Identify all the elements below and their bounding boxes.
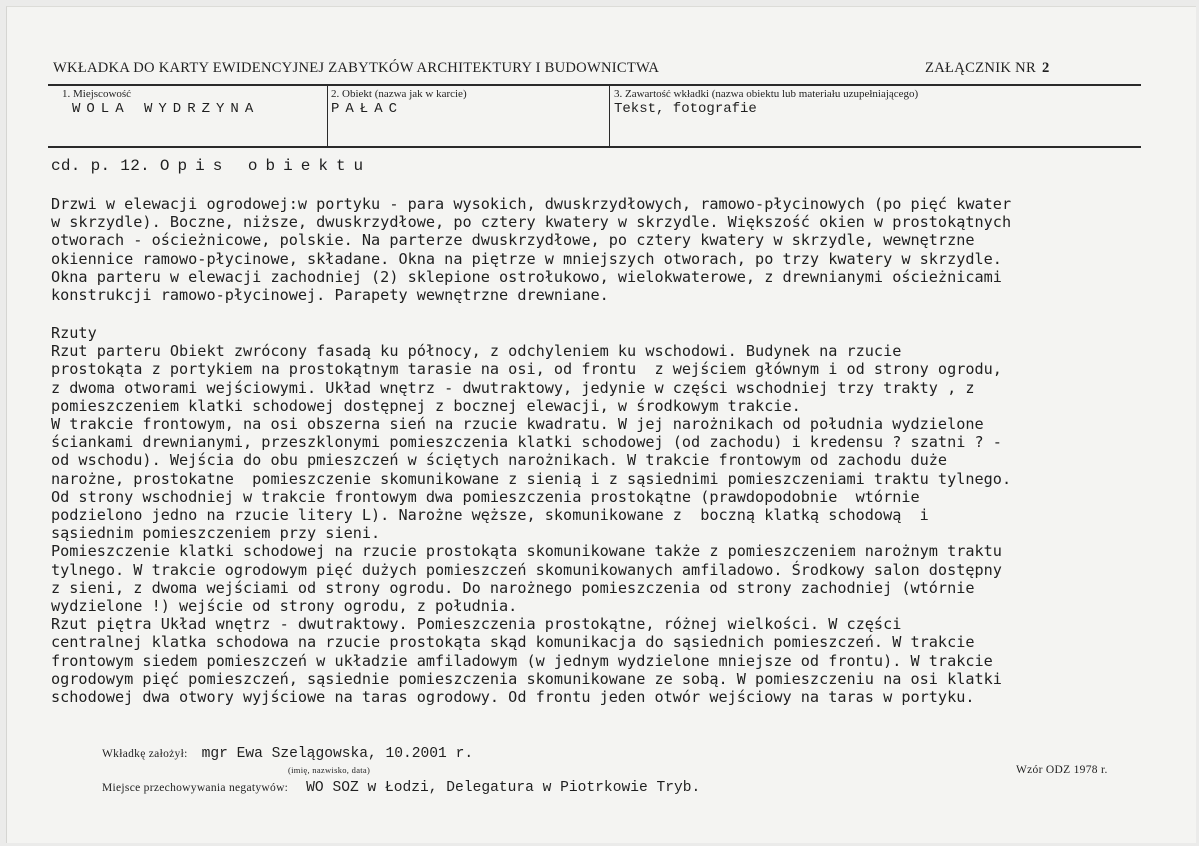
negatives-row xyxy=(102,778,700,796)
locality-value: WOLA WYDRZYNA xyxy=(72,101,260,117)
form-template-note: Wzór ODZ 1978 r. xyxy=(1016,764,1108,776)
header-top-rule xyxy=(48,84,1141,86)
section-heading xyxy=(51,157,371,175)
section-title: Opis obiektu xyxy=(159,157,372,175)
prepared-by-value: mgr Ewa Szelągowska, 10.2001 r. xyxy=(201,746,474,762)
attachment-number-label xyxy=(925,60,1050,77)
contents-value: Tekst, fotografie xyxy=(614,101,757,117)
attachment-label: ZAŁĄCZNIK NR xyxy=(925,60,1037,76)
contents-label: 3. Zawartość wkładki (nazwa obiektu lub materiału uzupełniającego) xyxy=(614,88,919,100)
prepared-by-label: Wkładkę założył: xyxy=(102,748,188,760)
object-value: PAŁAC xyxy=(331,101,404,117)
field-divider-2 xyxy=(609,86,610,146)
prepared-by-note: (imię, nazwisko, data) xyxy=(288,765,371,775)
header-bottom-rule xyxy=(48,146,1141,148)
negatives-label: Miejsce przechowywania negatywów: xyxy=(102,782,289,794)
field-divider-1 xyxy=(327,86,328,146)
object-label: 2. Obiekt (nazwa jak w karcie) xyxy=(331,88,467,100)
negatives-value: WO SOZ w Łodzi, Delegatura w Piotrkowie Tryb. xyxy=(306,780,701,796)
locality-label: 1. Miejscowość xyxy=(62,88,132,100)
attachment-number: 2 xyxy=(1042,60,1050,76)
plans-paragraph: Rzuty Rzut parteru Obiekt zwrócony fasadą ku północy, z odchyleniem ku wschodowi. Budynek na rzucie prostokąta z portykiem na prostokątnym tarasie na osi, od frontu z wejściem głównym i od strony ogrodu, z dwoma otworami wejściowymi. Układ wnętrz - dwutraktowy, jedynie w części wschodniej trzy trakty , z pomieszczeniem klatki schodowej dostępnej z bocznej elewacji, w środkowym trakcie. W trakcie frontowym, na osi obszerna sień na rzucie kwadratu. W jej narożnikach od południa wydzielone ściankami drewnianymi, przeszklonymi pomieszczenia klatki schodowej (od zachodu) i kredensu ? szatni ? - od wschodu). Wejścia do obu pmieszczeń w ściętych narożnikach. W trakcie frontowym od zachodu duże narożne, prostokatne pomieszczenie skomunikowane z sienią i z sąsiednimi pomieszczeniami traktu tylnego. Od strony wschodniej w trakcie frontowym dwa pomieszczenia prostokątne (prawdopodobnie wtórnie podzielono jedno na rzucie litery L). Narożne węższe, skomunikowane z boczną klatką schodową i sąsiednim pomieszczeniem przy sieni. Pomieszczenie klatki schodowej na rzucie prostokąta skomunikowane także z pomieszczeniem narożnym traktu tylnego. W trakcie ogrodowym pięć dużych pomieszczeń skomunikowanych amfiladowo. Środkowy salon dostępny z sieni, z dwoma wejściami od strony ogrodu. Do narożnego pomieszczenia od strony zachodniej (wtórnie wydzielone !) wejście od strony ogrodu, z południa. Rzut piętra Układ wnętrz - dwutraktowy. Pomieszczenia prostokątne, różnej wielkości. W części centralnej klatka schodowa na rzucie prostokąta skąd komunikacja do sąsiednich pomieszczeń. W trakcie frontowym siedem pomieszczeń w układzie amfiladowym (w jednym wydzielone mniejsze od frontu). W trakcie ogrodowym pięć pomieszczeń, sąsiednie pomieszczenia skomunikowane ze sobą. W pomieszczeniu na osi klatki schodowej dwa otwory wyjściowe na taras ogrodowy. Od frontu jeden otwór wejściowy na taras w portyku. xyxy=(51,324,1012,707)
prepared-by-row xyxy=(102,744,473,762)
doors-paragraph: Drzwi w elewacji ogrodowej:w portyku - para wysokich, dwuskrzydłowych, ramowo-płycinowych (po pięć kwater w skrzydle). Boczne, niższe, dwuskrzydłowe, po cztery kwatery w skrzydle. Większość okien w prostokątnych otworach - ościeżnicowe, polskie. Na parterze dwuskrzydłowe, po cztery kwatery w skrzydle, wewnętrzne okiennice ramowo-płycinowe, składane. Okna na piętrze w mniejszych otworach, po trzy kwatery w skrzydle. Okna parteru w elewacji zachodniej (2) sklepione ostrołukowo, wielokwaterowe, z drewnianymi ościeżnicami konstrukcji ramowo-płycinowej. Parapety wewnętrzne drewniane. xyxy=(51,195,1012,305)
section-prefix: cd. p. 12. xyxy=(51,157,151,175)
document-title: WKŁADKA DO KARTY EWIDENCYJNEJ ZABYTKÓW ARCHITEKTURY I BUDOWNICTWA xyxy=(53,60,660,76)
